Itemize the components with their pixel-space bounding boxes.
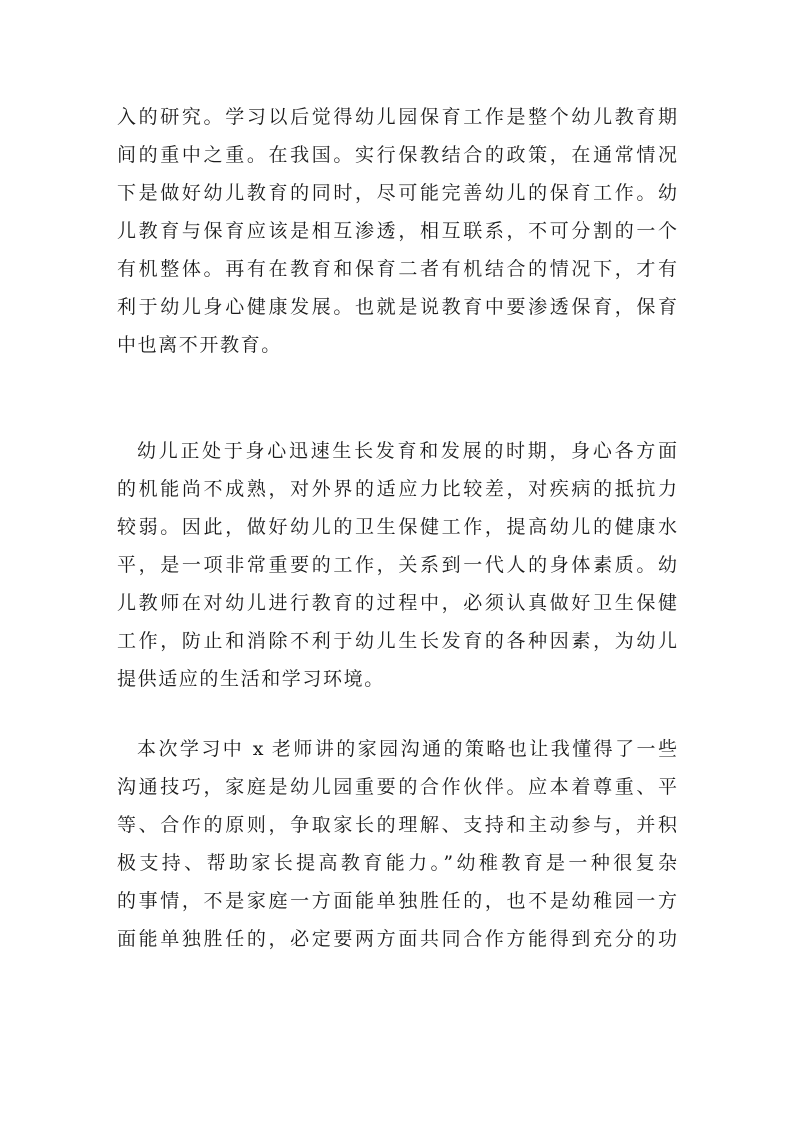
text-line: 儿教育与保育应该是相互渗透，相互联系，不可分割的一个 — [117, 220, 677, 242]
paragraph-1 — [117, 98, 677, 364]
text-line: 的机能尚不成熟，对外界的适应力比较差，对疾病的抵抗力 — [117, 478, 677, 500]
text-line: 本次学习中 x 老师讲的家园沟通的策略也让我懂得了一些 — [137, 738, 677, 760]
text-line: 利于幼儿身心健康发展。也就是说教育中要渗透保育，保育 — [117, 296, 677, 318]
text-line: 工作，防止和消除不利于幼儿生长发育的各种因素，为幼儿 — [117, 630, 677, 652]
text-line: 较弱。因此，做好幼儿的卫生保健工作，提高幼儿的健康水 — [117, 516, 677, 538]
text-line: 幼儿正处于身心迅速生长发育和发展的时期，身心各方面 — [137, 440, 677, 462]
text-line: 中也离不开教育。 — [117, 334, 282, 356]
text-line: 入的研究。学习以后觉得幼儿园保育工作是整个幼儿教育期 — [117, 106, 677, 128]
text-line: 沟通技巧，家庭是幼儿园重要的合作伙伴。应本着尊重、平 — [117, 776, 677, 798]
paragraph-2 — [117, 432, 677, 698]
text-line: 极支持、帮助家长提高教育能力。”幼稚教育是一种很复杂 — [117, 852, 677, 874]
text-line: 平，是一项非常重要的工作，关系到一代人的身体素质。幼 — [117, 554, 677, 576]
text-line: 儿教师在对幼儿进行教育的过程中，必须认真做好卫生保健 — [117, 592, 677, 614]
text-line: 等、合作的原则，争取家长的理解、支持和主动参与，并积 — [117, 814, 677, 836]
text-line: 有机整体。再有在教育和保育二者有机结合的情况下，才有 — [117, 258, 677, 280]
text-line: 下是做好幼儿教育的同时，尽可能完善幼儿的保育工作。幼 — [117, 182, 677, 204]
paragraph-3 — [117, 730, 677, 958]
text-line: 的事情，不是家庭一方面能单独胜任的，也不是幼稚园一方 — [117, 890, 677, 912]
text-line: 间的重中之重。在我国。实行保教结合的政策，在通常情况 — [117, 144, 677, 166]
text-line: 面能单独胜任的，必定要两方面共同合作方能得到充分的功 — [117, 928, 677, 950]
text-line: 提供适应的生活和学习环境。 — [117, 668, 385, 690]
